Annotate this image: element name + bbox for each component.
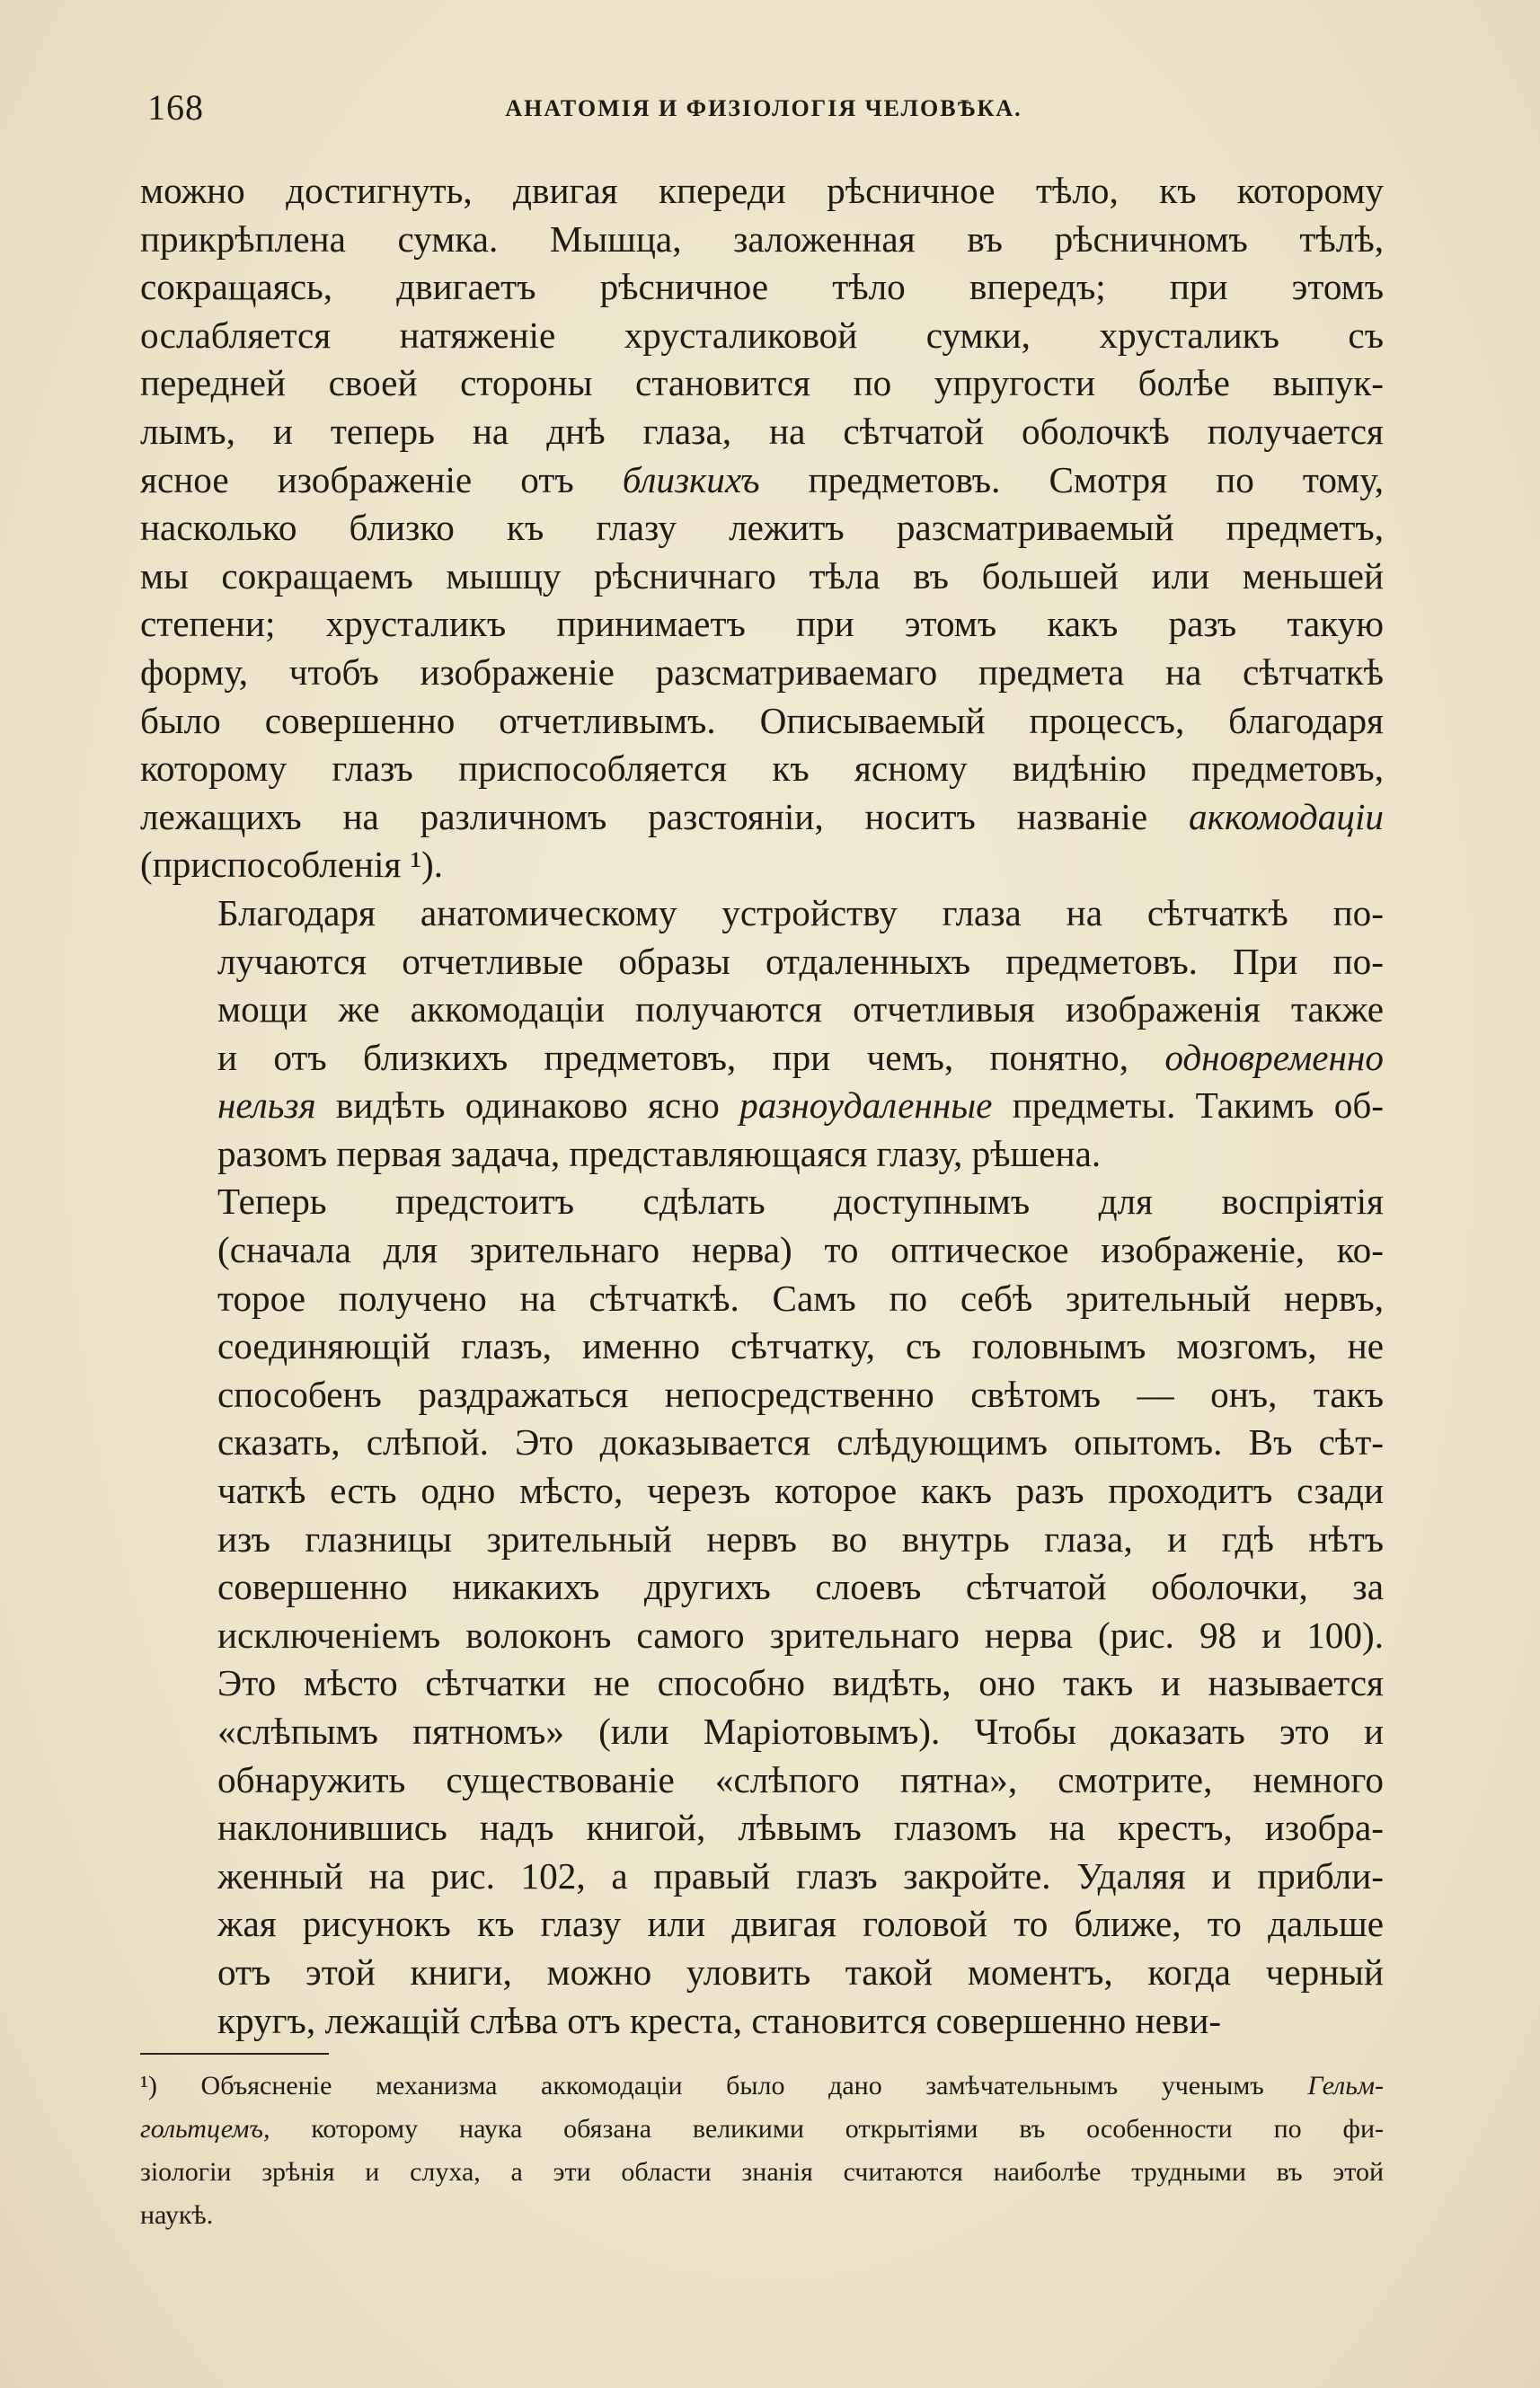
text-line: и отъ близкихъ предметовъ, при чемъ, понятно, одновременно bbox=[217, 1036, 1384, 1078]
text-line: отъ этой книги, можно уловить такой моментъ, когда черный bbox=[217, 1950, 1384, 1993]
footnote-line: ¹) Объясненіе механизма аккомодаціи было дано замѣчательнымъ ученымъ Гельм- bbox=[140, 2071, 1384, 2101]
text-line: Это мѣсто сѣтчатки не способно видѣть, оно такъ и называется bbox=[217, 1662, 1384, 1704]
text-line: совершенно никакихъ другихъ слоевъ сѣтчатой оболочки, за bbox=[217, 1566, 1384, 1608]
text-line: ослабляется натяженіе хрусталиковой сумки, хрусталикъ съ bbox=[140, 314, 1384, 356]
text-line: разомъ первая задача, представляющаяся глазу, рѣшена. bbox=[217, 1132, 1102, 1174]
paragraph bbox=[140, 1178, 1384, 2045]
page-number: 168 bbox=[147, 87, 204, 128]
text-line: насколько близко къ глазу лежитъ разсматриваемый предметъ, bbox=[140, 507, 1384, 549]
text-line: обнаружить существованіе «слѣпого пятна», смотрите, немного bbox=[217, 1758, 1384, 1800]
text-line: мы сокращаемъ мышцу рѣсничнаго тѣла въ большей или меньшей bbox=[140, 554, 1384, 597]
text-line: кругъ, лежащій слѣва отъ креста, становится совершенно неви- bbox=[217, 1999, 1222, 2041]
text-line: которому глазъ приспособляется къ ясному видѣнію предметовъ, bbox=[140, 747, 1384, 790]
text-line: чаткѣ есть одно мѣсто, черезъ которое какъ разъ проходитъ сзади bbox=[217, 1470, 1384, 1512]
text-line: сказать, слѣпой. Это доказывается слѣдующимъ опытомъ. Въ сѣт- bbox=[217, 1421, 1384, 1464]
text-line: передней своей стороны становится по упругости болѣе выпук- bbox=[140, 362, 1384, 404]
text-line: торое получено на сѣтчаткѣ. Самъ по себѣ зрительный нервъ, bbox=[217, 1277, 1384, 1319]
text-line: сокращаясь, двигаетъ рѣсничное тѣло впередъ; при этомъ bbox=[140, 266, 1384, 308]
text-line: изъ глазницы зрительный нервъ во внутрь глаза, и гдѣ нѣтъ bbox=[217, 1517, 1384, 1560]
text-line: «слѣпымъ пятномъ» (или Маріотовымъ). Чтобы доказать это и bbox=[217, 1711, 1384, 1752]
text-line: мощи же аккомодаціи получаются отчетливыя изображенія также bbox=[217, 988, 1384, 1030]
text-line: лежащихъ на различномъ разстояніи, носитъ названіе аккомодаціи bbox=[140, 795, 1384, 837]
body-text bbox=[140, 167, 1384, 2045]
text-line: Теперь предстоитъ сдѣлать доступнымъ для воспріятія bbox=[217, 1181, 1384, 1223]
text-line: соединяющій глазъ, именно сѣтчатку, съ головнымъ мозгомъ, не bbox=[217, 1325, 1384, 1367]
text-line: способенъ раздражаться непосредственно свѣтомъ — онъ, такъ bbox=[217, 1373, 1384, 1415]
text-line: ясное изображеніе отъ близкихъ предметовъ. Смотря по тому, bbox=[140, 458, 1384, 500]
text-line: (сначала для зрительнаго нерва) то оптическое изображеніе, ко- bbox=[217, 1229, 1384, 1271]
footnote-line: гольтцемъ, которому наука обязана великими открытіями въ особенности по фи- bbox=[140, 2114, 1384, 2144]
text-line: форму, чтобъ изображеніе разсматриваемаго предмета на сѣтчаткѣ bbox=[140, 650, 1384, 693]
text-line: (приспособленія ¹). bbox=[140, 844, 444, 886]
text-line: наклонившись надъ книгой, лѣвымъ глазомъ на крестъ, изобра- bbox=[217, 1807, 1384, 1849]
paragraph bbox=[140, 889, 1384, 1179]
text-line: прикрѣплена сумка. Мышца, заложенная въ рѣсничномъ тѣлѣ, bbox=[140, 217, 1384, 260]
footnote-line: зіологіи зрѣнія и слуха, а эти области знанія считаются наиболѣе трудными въ этой bbox=[140, 2157, 1384, 2187]
footnote bbox=[140, 2065, 1384, 2237]
text-line: исключеніемъ волоконъ самого зрительнаго нерва (рис. 98 и 100). bbox=[217, 1614, 1384, 1656]
footnote-line: наукѣ. bbox=[140, 2200, 214, 2230]
page-header bbox=[144, 86, 1384, 140]
text-line: лымъ, и теперь на днѣ глаза, на сѣтчатой оболочкѣ получается bbox=[140, 410, 1384, 452]
text-line: лучаются отчетливые образы отдаленныхъ предметовъ. При по- bbox=[217, 940, 1384, 982]
text-line: нельзя видѣть одинаково ясно разноудаленные предметы. Такимъ об- bbox=[217, 1084, 1384, 1127]
text-line: можно достигнуть, двигая кпереди рѣсничное тѣло, къ которому bbox=[140, 170, 1384, 211]
text-line: было совершенно отчетливымъ. Описываемый процессъ, благодаря bbox=[140, 699, 1384, 741]
text-line: жая рисунокъ къ глазу или двигая головой то ближе, то дальше bbox=[217, 1903, 1384, 1945]
text-line: Благодаря анатомическому устройству глаза на сѣтчаткѣ по- bbox=[217, 891, 1384, 933]
text-line: женный на рис. 102, а правый глазъ закройте. Удаляя и прибли- bbox=[217, 1854, 1384, 1897]
running-head: АНАТОМІЯ И ФИЗІОЛОГІЯ ЧЕЛОВѢКА. bbox=[505, 95, 1022, 121]
paragraph bbox=[140, 167, 1384, 889]
text-line: степени; хрусталикъ принимаетъ при этомъ какъ разъ такую bbox=[140, 603, 1384, 645]
footnote-rule bbox=[140, 2053, 329, 2055]
